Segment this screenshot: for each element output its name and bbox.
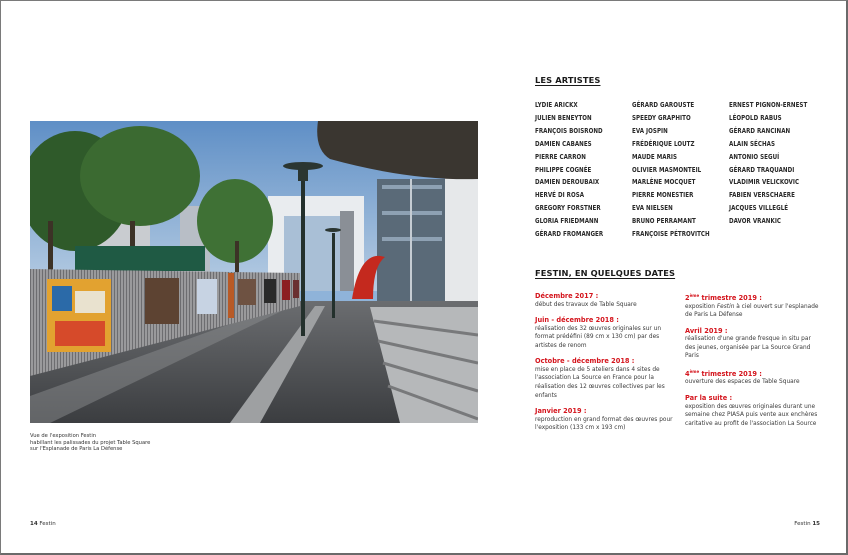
artists-heading: LES ARTISTES <box>535 75 601 85</box>
artists-column <box>535 99 632 241</box>
artist-name: LÉOPOLD RABUS <box>729 113 782 122</box>
timeline-entry <box>685 292 825 320</box>
entry-text: reproduction en grand format des œuvres pour l'exposition (133 cm x 193 cm) <box>535 415 673 432</box>
timeline-entry <box>685 394 825 428</box>
entry-text: réalisation des 32 œuvres originales sur un format prédéfini (89 cm x 130 cm) par des artistes de renom <box>535 324 662 349</box>
artist-name: JULIEN BENEYTON <box>535 113 592 122</box>
exhibition-photo <box>30 121 478 423</box>
entry-text: mise en place de 5 ateliers dans 4 sites de l'association La Source en France pour la réalisation des 12 œuvres collectives par les enfants <box>535 365 665 399</box>
timeline-column-right <box>685 292 825 440</box>
timeline-entry <box>535 357 681 400</box>
date-ordinal-suffix: ème <box>689 293 700 298</box>
artist-name: DAVOR VRANKIC <box>729 217 782 226</box>
artist-name: JACQUES VILLEGLÉ <box>729 204 789 213</box>
artist-name: FABIEN VERSCHAERE <box>729 191 795 200</box>
artist-name: BRUNO PERRAMANT <box>632 217 696 226</box>
entry-date <box>685 368 825 379</box>
entry-text: ouverture des espaces de Table Square <box>685 378 800 386</box>
artist-name: GLORIA FRIEDMANN <box>535 217 599 226</box>
folio-title: Festin <box>794 521 811 527</box>
artist-name: PHILIPPE COGNÉE <box>535 165 592 174</box>
artists-column <box>729 99 835 241</box>
caption-line: Vue de l'exposition Festin <box>30 433 97 439</box>
artist-name: GÉRARD RANCINAN <box>729 126 791 135</box>
artist-name: DAMIEN DEROUBAIX <box>535 178 600 187</box>
folio-title: Festin <box>39 521 56 527</box>
text-part: à ciel ouvert sur l'esplanade de Paris La Défense <box>685 302 819 319</box>
artist-name: PIERRE CARRON <box>535 152 586 161</box>
artist-name: SPEEDY GRAPHITO <box>632 113 691 122</box>
artists-list <box>535 99 835 241</box>
text-emphasis: Festin <box>716 302 735 310</box>
timeline-entry <box>685 368 825 387</box>
artist-name: FRANÇOIS BOISROND <box>535 126 603 135</box>
entry-text: réalisation d'une grande fresque in situ par des jeunes, organisée par La Source Grand Paris <box>685 335 811 360</box>
artist-name: DAMIEN CABANES <box>535 139 592 148</box>
artist-name: GREGORY FORSTNER <box>535 204 601 213</box>
photo-illustration <box>30 121 478 423</box>
folio-right <box>794 521 820 527</box>
photo-caption <box>30 433 230 453</box>
date-ordinal: 2 <box>685 294 690 302</box>
artist-name: FRÉDÉRIQUE LOUTZ <box>632 139 695 148</box>
entry-text: exposition des œuvres originales durant une semaine chez PIASA puis vente aux enchères caritative au profit de l'association La Source <box>685 402 818 427</box>
entry-date: Octobre - décembre 2018 : <box>535 357 635 366</box>
entry-text <box>685 303 821 320</box>
entry-date <box>685 292 825 303</box>
timeline <box>535 292 825 440</box>
entry-date: Juin - décembre 2018 : <box>535 316 619 325</box>
timeline-entry <box>535 407 681 433</box>
entry-date: Avril 2019 : <box>685 326 728 335</box>
dates-heading: FESTIN, EN QUELQUES DATES <box>535 268 676 278</box>
artist-name: PIERRE MONESTIER <box>632 191 694 200</box>
artist-name: LYDIE ARICKX <box>535 101 578 109</box>
timeline-column-left <box>535 292 681 440</box>
artist-name: OLIVIER MASMONTEIL <box>632 165 702 174</box>
page-number: 15 <box>812 521 820 527</box>
date-ordinal-suffix: ème <box>689 368 700 374</box>
artist-name: EVA NIELSEN <box>632 204 673 213</box>
page-number: 14 <box>30 521 38 527</box>
artist-name: ANTONIO SEGUÍ <box>729 152 780 161</box>
timeline-entry <box>535 292 681 309</box>
date-rest: trimestre 2019 : <box>699 369 762 378</box>
artist-name: GÉRARD GAROUSTE <box>632 101 695 109</box>
artist-name: ALAIN SÉCHAS <box>729 139 776 148</box>
entry-date: Décembre 2017 : <box>535 292 599 300</box>
artist-name: MAUDE MARIS <box>632 152 678 161</box>
building-facade <box>445 171 478 311</box>
date-ordinal: 4 <box>685 369 690 378</box>
caption-line: habillant les palissades du projet Table Square <box>30 439 151 446</box>
entry-text: début des travaux de Table Square <box>535 300 637 308</box>
timeline-entry <box>535 316 681 350</box>
text-part: exposition <box>685 302 717 310</box>
artist-name: VLADIMIR VELICKOVIC <box>729 178 800 187</box>
artist-name: MARLÈNE MOCQUET <box>632 178 696 187</box>
entry-date: Par la suite : <box>685 394 733 403</box>
caption-line: sur l'Esplanade de Paris La Défense <box>30 446 123 453</box>
artists-column <box>632 99 729 241</box>
entry-date: Janvier 2019 : <box>535 407 587 416</box>
date-rest: trimestre 2019 : <box>699 294 762 302</box>
artist-name: FRANÇOISE PÉTROVITCH <box>632 230 710 239</box>
artist-name: EVA JOSPIN <box>632 126 668 135</box>
artist-name: HERVÉ DI ROSA <box>535 191 585 200</box>
artist-name: GÉRARD FROMANGER <box>535 230 604 239</box>
artist-name: ERNEST PIGNON-ERNEST <box>729 101 808 109</box>
timeline-entry <box>685 327 825 361</box>
folio-left <box>30 521 56 527</box>
artist-name: GÉRARD TRAQUANDI <box>729 165 795 174</box>
